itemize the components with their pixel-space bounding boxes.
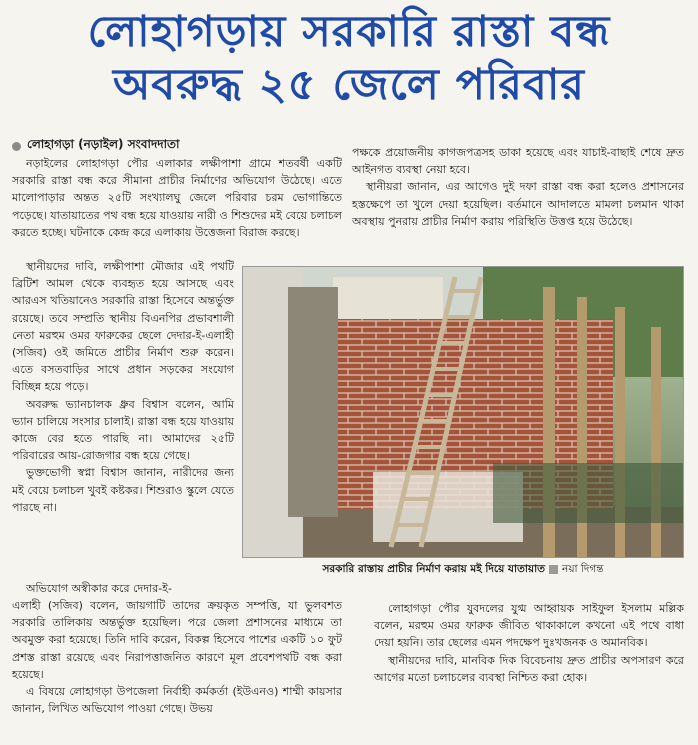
photo-illustration [243, 267, 684, 558]
column-left-top [12, 155, 342, 241]
paragraph: স্থানীয়দের দাবি, মানবিক দিক বিবেচনায় দ্রুত প্রাচীর অপসারণ করে আগের মতো চলাচলের ব্যবস্থা নিশ্চিত করা হোক। [374, 653, 684, 684]
separator-icon [549, 565, 558, 574]
paragraph: এ বিষয়ে লোহাগড়া উপজেলা নির্বাহী কর্মকর্তা (ইউএনও) শাম্মী কায়সার জানান, লিখিত অভিযোগ পাওয়া গেছে। উভয় [12, 685, 342, 716]
paragraph: স্থানীয়দের দাবি, লক্ষীপাশা মৌজার এই পথটি ব্রিটিশ আমল থেকে ব্যবহৃত হয়ে আসছে এবং আরএস খতিয়ানেও সরকারি রাস্তা হিসেবে অন্তর্ভুক্ত রয়েছে। তবে সম্প্রতি স্থানীয় বিএনপির প্রভাবশালী নেতা মরহুম ওমর ফারুকের ছেলে দেদার-ই-এলাহী (সজিব) ওই জমিতে প্রাচীর নির্মাণ শুরু করেন। এতে বসতবাড়ির সাথে প্রধান সড়কের সংযোগ বিচ্ছিন্ন হয়ে পড়ে। [12, 260, 234, 394]
paragraph: অভিযোগ অস্বীকার করে দেদার-ই- [26, 582, 172, 595]
caption-text: সরকারি রাস্তায় প্রাচীর নির্মাণ করায় মই দিয়ে যাতায়াত [322, 563, 546, 575]
news-photo [242, 266, 684, 558]
column-left-mid [12, 258, 234, 516]
photo-caption [242, 562, 684, 579]
paragraph: এলাহী (সজিব) বলেন, জায়গাটি তাদের ক্রয়কৃত সম্পত্তি, যা ভুলবশত সরকারি তালিকায় অন্তর্ভুক্ত হয়েছিল। পরে জেলা প্রশাসনের মাধ্যমে তা অবমুক্ত করা হয়েছে। তিনি দাবি করেন, বিকল্প হিসেবে পাশের একটি ১০ ফুট প্রশস্ত রাস্তা রয়েছে এবং নিরাপত্তাজনিত কারণে মূল প্রবেশপথটি বন্ধ করা হয়েছে। [12, 599, 342, 681]
paragraph: নড়াইলের লোহাগড়া পৌর এলাকার লক্ষীপাশা গ্রামে শতবর্ষী একটি সরকারি রাস্তা বন্ধ করে সীমানা প্রাচীর নির্মাণের অভিযোগ উঠেছে। এতে মালোপাড়ার অন্তত ২৫টি সংখ্যালঘু জেলে পরিবার চরম ভোগান্তিতে পড়েছে। যাতায়াতের পথ বন্ধ হয়ে যাওয়ায় নারী ও শিশুদের মই বেয়ে চলাচল করতে হচ্ছে। ঘটনাকে কেন্দ্র করে এলাকায় উত্তেজনা বিরাজ করছে। [12, 157, 342, 239]
column-left-bottom-2 [12, 597, 342, 717]
paragraph: ভুক্তভোগী স্বপ্না বিশ্বাস জানান, নারীদের জন্য মই বেয়ে চলাচল খুবই কষ্টকর। শিশুরাও স্কুলে যেতে পারছে না। [12, 466, 234, 514]
dateline [12, 136, 180, 156]
dateline-text: লোহাগড়া (নড়াইল) সংবাদদাতা [27, 137, 180, 151]
paragraph: অবরুদ্ধ ভ্যানচালক ধ্রুব বিশ্বাস বলেন, আমি ভ্যান চালিয়ে সংসার চালাই। রাস্তা বন্ধ হয়ে যাওয়ায় কাজে বের হতে পারছি না। আমাদের ২৫টি পরিবারের আয়-রোজগার বন্ধ হয়ে গেছে। [12, 397, 234, 463]
headline-line-2: অবরুদ্ধ ২৫ জেলে পরিবার [113, 60, 585, 110]
photo-credit: নয়া দিগন্ত [562, 563, 604, 575]
headline-line-1: লোহাগড়ায় সরকারি রাস্তা বন্ধ [87, 7, 611, 57]
column-right-bottom [374, 600, 684, 686]
paragraph: স্থানীয়রা জানান, এর আগেও দুই দফা রাস্তা বন্ধ করা হলেও প্রশাসনের হস্তক্ষেপে তা খুলে দেয়া হয়েছিল। বর্তমানে আদালতে মামলা চলমান থাকা অবস্থায় পুনরায় প্রাচীর নির্মাণ করায় পরিস্থিতি উত্তপ্ত হয়ে উঠেছে। [352, 180, 684, 228]
column-left-bottom [12, 580, 364, 597]
paragraph: লোহাগড়া পৌর যুবদলের যুগ্ম আহ্বায়ক সাইফুল ইসলাম মল্লিক বলেন, মরহুম ওমর ফারুক জীবিত থাকাকালে কখনো এই পথে বাধা দেয়া হয়নি। তার ছেলের এমন পদক্ষেপ দুঃখজনক ও অমানবিক। [374, 602, 684, 650]
paragraph: পক্ষকে প্রয়োজনীয় কাগজপত্রসহ ডাকা হয়েছে এবং যাচাই-বাছাই শেষে দ্রুত আইনগত ব্যবস্থা নেয়া হবে। [352, 146, 684, 177]
column-right-top [352, 144, 684, 230]
headline [0, 6, 698, 112]
bullet-icon [12, 142, 21, 151]
